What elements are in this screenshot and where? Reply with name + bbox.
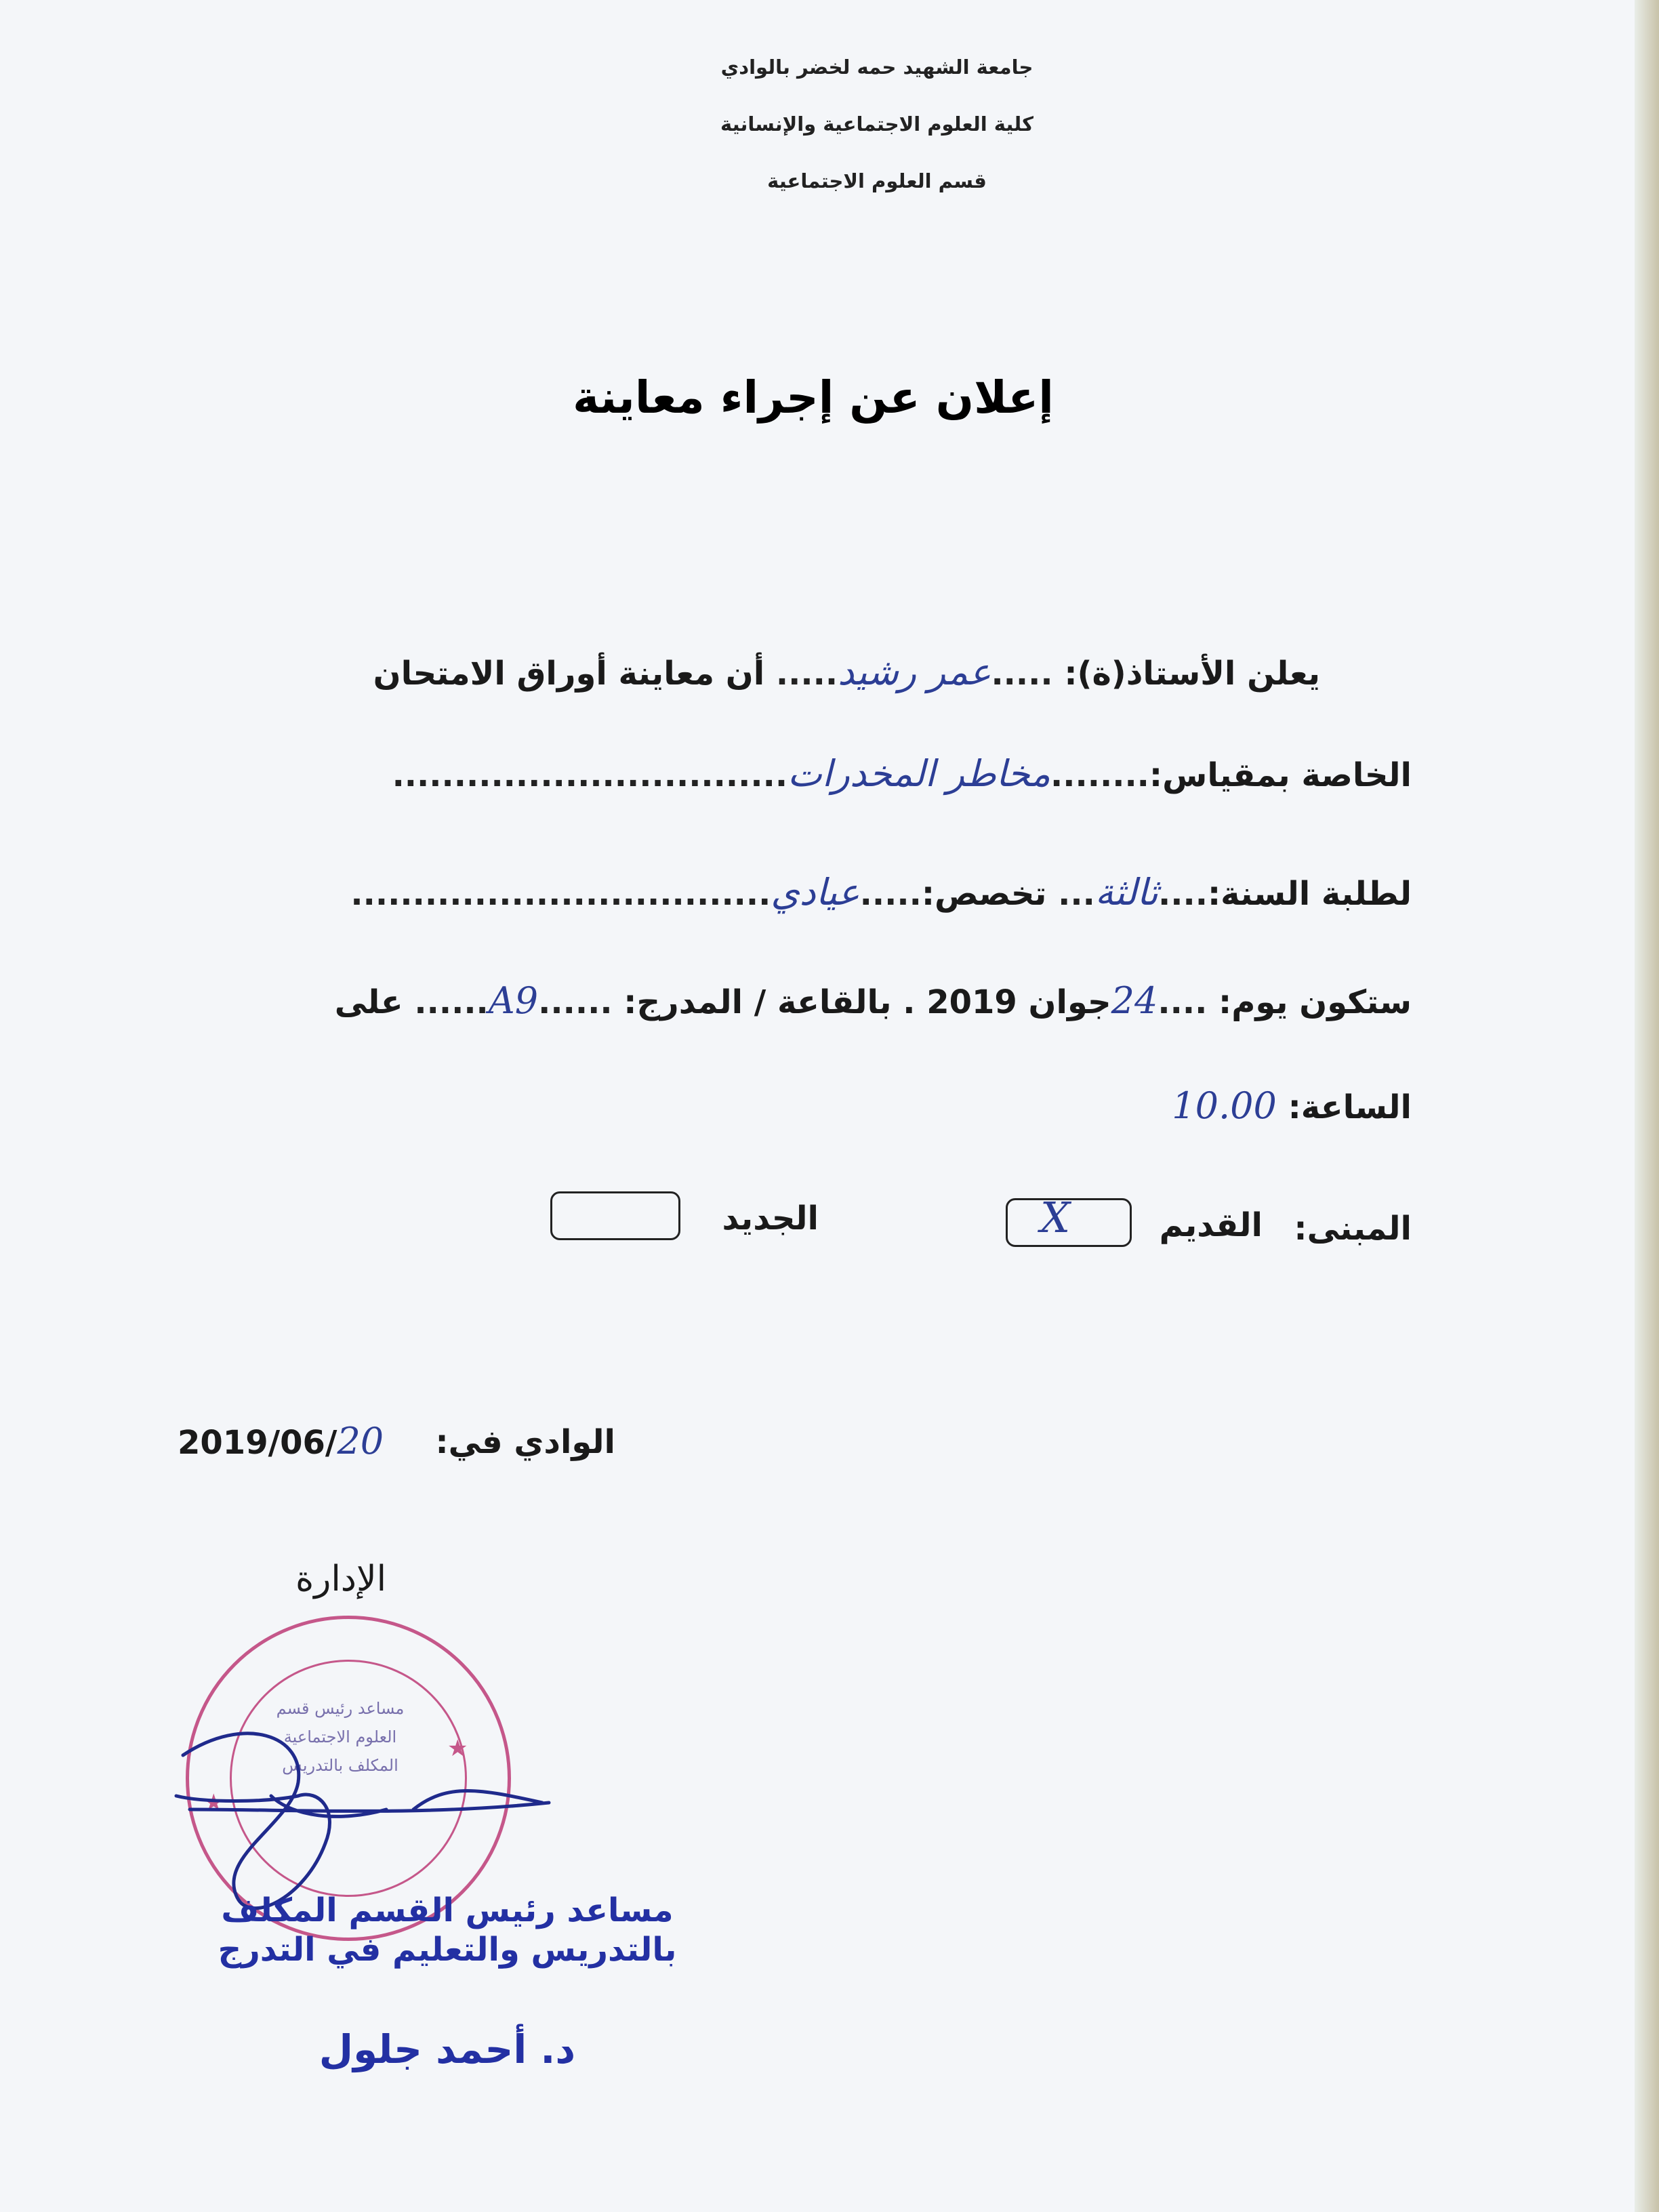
document-title: إعلان عن إجراء معاينة: [573, 371, 1054, 424]
handwritten-subject: مخاطر المخدرات: [787, 752, 1051, 795]
place-date-label: الوادي في:: [435, 1423, 615, 1461]
handwritten-day: 24: [1111, 979, 1158, 1022]
dots: ..................................: [350, 875, 771, 913]
faculty-name: كلية العلوم الاجتماعية والإنسانية: [720, 112, 1033, 136]
dots: ....: [1158, 983, 1208, 1021]
time-label: الساعة:: [1288, 1088, 1412, 1126]
body-line-3: [350, 871, 1412, 914]
signatory-name: د. أحمد جلول: [319, 2026, 576, 2072]
dots: ......: [538, 983, 613, 1021]
date-rest: 2019/06/: [178, 1424, 337, 1462]
body-line-2: [392, 752, 1412, 795]
option-new-label: الجديد: [722, 1200, 819, 1237]
month-room-text: جوان 2019 . بالقاعة / المدرج:: [623, 983, 1111, 1021]
page-edge: [1635, 0, 1659, 2212]
handwritten-year: ثالثة: [1094, 871, 1159, 914]
dots: ......: [414, 983, 489, 1021]
option-new-checkbox[interactable]: [550, 1191, 680, 1240]
dots: ...: [1058, 875, 1095, 913]
stamp-line-1: مساعد رئيس قسم: [276, 1699, 405, 1718]
professor-label: يعلن الأستاذ(ة):: [1064, 655, 1320, 693]
day-label: ستكون يوم:: [1218, 983, 1412, 1021]
handwritten-time: 10.00: [1172, 1084, 1277, 1127]
body-line-5: [1172, 1084, 1412, 1127]
signatory-role: [210, 1891, 684, 1969]
year-label: لطلبة السنة:: [1207, 875, 1412, 913]
check-mark-icon: X: [1040, 1193, 1071, 1242]
university-name: جامعة الشهيد حمه لخضر بالوادي: [720, 56, 1033, 79]
dots: ........: [1050, 756, 1149, 794]
exam-review-text: أن معاينة أوراق الامتحان: [373, 655, 765, 693]
dots: .....: [775, 655, 838, 693]
administration-label: الإدارة: [295, 1559, 387, 1599]
stamp-line-2: العلوم الاجتماعية: [283, 1727, 397, 1746]
role-line-1: مساعد رئيس القسم المكلف: [221, 1891, 674, 1929]
department-name: قسم العلوم الاجتماعية: [767, 169, 987, 192]
dots: ................................: [392, 756, 788, 794]
dots: .....: [859, 875, 922, 913]
body-line-4: [335, 979, 1412, 1022]
handwritten-professor-name: عمر رشيد: [838, 651, 991, 693]
at-word: على: [334, 983, 403, 1021]
star-icon: ★: [203, 1789, 224, 1816]
date-value: [178, 1420, 384, 1462]
specialty-label: تخصص:: [921, 875, 1047, 913]
body-line-1: [373, 651, 1320, 693]
handwritten-specialty: عيادي: [771, 871, 860, 914]
handwritten-date-day: 20: [337, 1420, 384, 1462]
dots: ....: [1158, 875, 1208, 913]
handwritten-room: A9: [488, 979, 539, 1022]
role-line-2: بالتدريس والتعليم في التدرج: [218, 1931, 677, 1969]
star-icon: ★: [447, 1735, 468, 1762]
building-label: المبنى:: [1294, 1210, 1412, 1248]
stamp-line-3: المكلف بالتدريس: [282, 1756, 398, 1775]
subject-label: الخاصة بمقياس:: [1149, 756, 1412, 794]
dots: .....: [991, 655, 1053, 693]
option-old-label: القديم: [1159, 1206, 1263, 1244]
